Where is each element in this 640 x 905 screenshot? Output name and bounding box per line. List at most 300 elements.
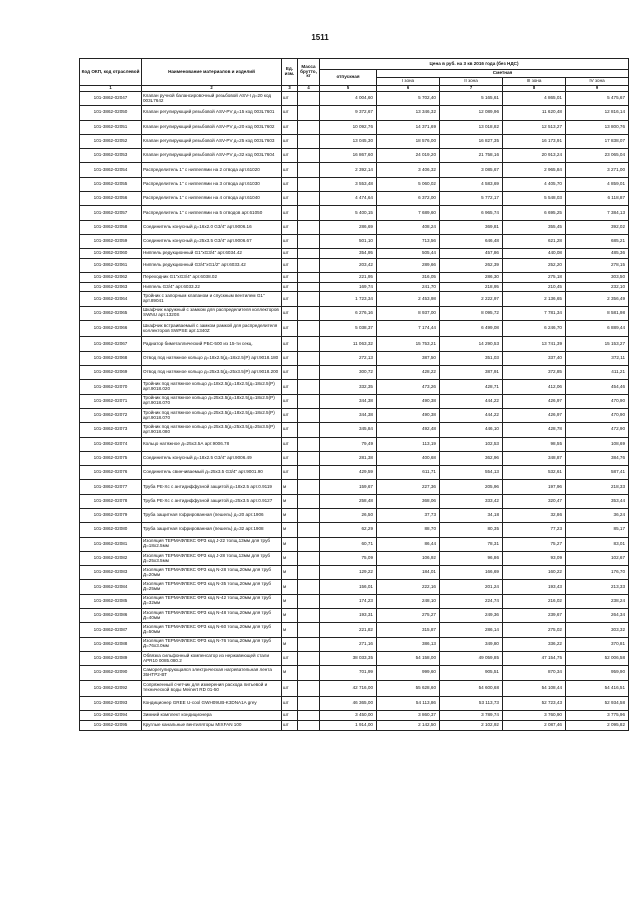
row-price-zone-3: 20 913,24 <box>503 149 566 163</box>
table-row <box>80 320 629 337</box>
table-row <box>80 351 629 365</box>
table-row <box>80 680 629 697</box>
row-price-zone-1: 289,66 <box>377 258 440 272</box>
row-price-zone-4: 470,90 <box>566 408 629 422</box>
row-price-zone-4: 7 384,13 <box>566 206 629 220</box>
row-price-zone-4: 411,21 <box>566 366 629 380</box>
row-release-price: 221,82 <box>320 623 377 637</box>
col-number: 3 <box>282 86 298 92</box>
row-unit: шт <box>282 206 298 220</box>
row-price-zone-1: 275,27 <box>377 609 440 623</box>
row-price-zone-3: 210,45 <box>503 282 566 292</box>
row-release-price: 79,49 <box>320 437 377 451</box>
table-row <box>80 637 629 651</box>
row-price-zone-2: 554,13 <box>440 466 503 480</box>
row-code: 101-3862-02052 <box>80 134 142 148</box>
table-row <box>80 697 629 711</box>
row-mass <box>298 566 320 580</box>
table-row <box>80 609 629 623</box>
row-price-zone-2: 286,30 <box>440 273 503 283</box>
row-mass <box>298 711 320 721</box>
row-unit: м <box>282 580 298 594</box>
row-price-zone-1: 505,44 <box>377 249 440 259</box>
row-price-zone-4: 13 800,76 <box>566 120 629 134</box>
row-price-zone-4: 5 475,67 <box>566 92 629 106</box>
row-price-zone-3: 77,23 <box>503 523 566 537</box>
table-row <box>80 306 629 320</box>
row-price-zone-2: 201,24 <box>440 580 503 594</box>
row-unit: шт <box>282 220 298 234</box>
row-price-zone-3: 47 154,75 <box>503 651 566 665</box>
row-release-price: 6 276,16 <box>320 306 377 320</box>
row-unit: шт <box>282 249 298 259</box>
row-price-zone-1: 999,60 <box>377 666 440 680</box>
row-release-price: 701,99 <box>320 666 377 680</box>
row-price-zone-4: 384,76 <box>566 451 629 465</box>
row-release-price: 62,29 <box>320 523 377 537</box>
row-mass <box>298 423 320 437</box>
row-price-zone-1: 368,06 <box>377 494 440 508</box>
row-price-zone-4: 2 356,49 <box>566 292 629 306</box>
col-number: 6 <box>377 86 440 92</box>
row-price-zone-4: 15 153,27 <box>566 337 629 351</box>
row-price-zone-1: 13 346,32 <box>377 106 440 120</box>
table-row <box>80 566 629 580</box>
row-code: 101-3862-02095 <box>80 720 142 730</box>
row-price-zone-3: 13 741,39 <box>503 337 566 351</box>
row-unit: м <box>282 666 298 680</box>
table-row <box>80 423 629 437</box>
table-header <box>80 59 629 92</box>
row-price-zone-4: 3 775,96 <box>566 711 629 721</box>
row-price-zone-4: 85,17 <box>566 523 629 537</box>
row-unit: шт <box>282 394 298 408</box>
page-number: 1511 <box>311 33 329 42</box>
row-name: Изоляция ТЕРМАФЛЕКС ФРЗ код N-76 толщ.20мм для труб Д=76х3.0мм <box>142 637 282 651</box>
row-price-zone-2: 286,14 <box>440 623 503 637</box>
row-unit: шт <box>282 437 298 451</box>
row-price-zone-2: 166,69 <box>440 566 503 580</box>
row-mass <box>298 466 320 480</box>
row-price-zone-2: 369,81 <box>440 220 503 234</box>
table-row <box>80 580 629 594</box>
row-unit: шт <box>282 680 298 697</box>
row-mass <box>298 220 320 234</box>
row-name: Ниппель редукционный G1"хG3/4" арт.6034.42 <box>142 249 282 259</box>
row-release-price: 203,42 <box>320 258 377 272</box>
row-name: Клапан регулирующий резьбовой ASV-PV д=32 код 003L7604 <box>142 149 282 163</box>
row-price-zone-4: 83,01 <box>566 537 629 551</box>
table-body <box>80 92 629 731</box>
row-price-zone-2: 224,74 <box>440 594 503 608</box>
row-code: 101-3862-02078 <box>80 494 142 508</box>
row-name: Изоляция ТЕРМАФЛЕКС ФРЗ код N-42 толщ.20мм для труб Д=32мм <box>142 594 282 608</box>
row-price-zone-3: 2 136,65 <box>503 292 566 306</box>
row-price-zone-4: 3 271,00 <box>566 163 629 177</box>
row-price-zone-3: 2 965,84 <box>503 163 566 177</box>
row-price-zone-4: 353,44 <box>566 494 629 508</box>
row-release-price: 156,01 <box>320 580 377 594</box>
row-name: Зимний комплект кондиционера <box>142 711 282 721</box>
row-price-zone-3: 160,22 <box>503 566 566 580</box>
row-unit: шт <box>282 651 298 665</box>
header-zone-4: IV зона <box>566 78 629 86</box>
row-name: Отвод под натяжное кольцо д=25х3.5(д=25х3.5(Р) арт.9018.200 <box>142 366 282 380</box>
table-row <box>80 149 629 163</box>
row-name: Радиатор биметаллический РБС-500 из 15-ти секц. <box>142 337 282 351</box>
header-mass: Масса брутто, кг <box>298 59 320 86</box>
row-price-zone-2: 6 965,74 <box>440 206 503 220</box>
row-price-zone-1: 88,70 <box>377 523 440 537</box>
row-release-price: 11 063,32 <box>320 337 377 351</box>
row-mass <box>298 258 320 272</box>
row-price-zone-1: 54 158,00 <box>377 651 440 665</box>
row-price-zone-4: 454,46 <box>566 380 629 394</box>
row-price-zone-1: 55 628,60 <box>377 680 440 697</box>
row-mass <box>298 206 320 220</box>
row-code: 101-3862-02057 <box>80 206 142 220</box>
row-price-zone-1: 387,50 <box>377 351 440 365</box>
row-price-zone-4: 6 889,44 <box>566 320 629 337</box>
row-code: 101-3862-02050 <box>80 106 142 120</box>
row-price-zone-4: 232,10 <box>566 282 629 292</box>
row-price-zone-3: 372,85 <box>503 366 566 380</box>
row-price-zone-2: 54 600,68 <box>440 680 503 697</box>
row-price-zone-1: 37,73 <box>377 509 440 523</box>
row-price-zone-4: 213,33 <box>566 580 629 594</box>
row-price-zone-3: 621,28 <box>503 234 566 248</box>
row-mass <box>298 134 320 148</box>
row-mass <box>298 651 320 665</box>
row-price-zone-3: 5 548,03 <box>503 192 566 206</box>
row-price-zone-1: 18 576,00 <box>377 134 440 148</box>
row-name: Изоляция ТЕРМАФЛЕКС ФРЗ код N-60 толщ.20мм для труб Д=50мм <box>142 623 282 637</box>
row-unit: шт <box>282 466 298 480</box>
row-unit: м <box>282 609 298 623</box>
row-price-zone-1: 3 406,32 <box>377 163 440 177</box>
row-mass <box>298 451 320 465</box>
row-name: Изоляция ТЕРМАФЛЕКС ФРЗ код J-22 толщ.13мм для труб Д=18х2.5мм <box>142 537 282 551</box>
row-code: 101-3862-02075 <box>80 451 142 465</box>
header-zone-1: I зона <box>377 78 440 86</box>
header-code: Код ОКП, код отраслевой <box>80 59 142 86</box>
col-number: 4 <box>298 86 320 92</box>
price-table <box>79 58 629 731</box>
row-price-zone-1: 248,10 <box>377 594 440 608</box>
row-unit: м <box>282 494 298 508</box>
row-name: Тройник с запорным клапаном и спускным вентилем G1" арт.89041 <box>142 292 282 306</box>
row-price-zone-1: 400,68 <box>377 451 440 465</box>
row-price-zone-2: 5 165,61 <box>440 92 503 106</box>
row-price-zone-3: 336,22 <box>503 637 566 651</box>
row-code: 101-3862-02058 <box>80 220 142 234</box>
row-name: Обвязка сильфонный компенсатор из нержавеющей стали APR10 0085.080.2 <box>142 651 282 665</box>
row-code: 101-3862-02066 <box>80 320 142 337</box>
row-release-price: 2 392,14 <box>320 163 377 177</box>
row-unit: шт <box>282 177 298 191</box>
row-price-zone-3: 16 173,91 <box>503 134 566 148</box>
row-release-price: 344,38 <box>320 408 377 422</box>
row-mass <box>298 697 320 711</box>
row-price-zone-3: 98,55 <box>503 437 566 451</box>
row-mass <box>298 282 320 292</box>
row-code: 101-3862-02080 <box>80 523 142 537</box>
table-row <box>80 220 629 234</box>
table-row <box>80 258 629 272</box>
row-name: Изоляция ТЕРМАФЛЕКС ФРЗ код J-28 толщ.13мм для труб Д=25х3.5мм <box>142 551 282 565</box>
row-name: Соединитель конусный д=18х2.5 G3/4" арт.9006.49 <box>142 451 282 465</box>
row-price-zone-4: 102,67 <box>566 551 629 565</box>
row-price-zone-1: 386,13 <box>377 637 440 651</box>
row-code: 101-3862-02089 <box>80 651 142 665</box>
row-code: 101-3862-02085 <box>80 594 142 608</box>
row-price-zone-3: 216,02 <box>503 594 566 608</box>
row-name: Шкафчик встраиваемый с замком рамкой для распределителя коллекторов SWPSE арт.1340Z <box>142 320 282 337</box>
row-price-zone-3: 252,20 <box>503 258 566 272</box>
row-release-price: 3 450,00 <box>320 711 377 721</box>
row-release-price: 42 716,00 <box>320 680 377 697</box>
row-price-zone-1: 86,44 <box>377 537 440 551</box>
row-price-zone-2: 362,96 <box>440 451 503 465</box>
row-name: Труба защитная гофрированная (пешель) д=32 арт.1908 <box>142 523 282 537</box>
table-row <box>80 720 629 730</box>
col-number: 5 <box>320 86 377 92</box>
table-row <box>80 711 629 721</box>
row-price-zone-2: 6 499,08 <box>440 320 503 337</box>
row-name: Круглые канальные вентиляторы MIXFAN 100 <box>142 720 282 730</box>
row-mass <box>298 366 320 380</box>
row-price-zone-4: 176,70 <box>566 566 629 580</box>
row-price-zone-4: 12 816,14 <box>566 106 629 120</box>
row-release-price: 159,67 <box>320 480 377 494</box>
row-name: Клапан ручной балансировочный резьбовой ASV-I д=20 код 003L7642 <box>142 92 282 106</box>
row-release-price: 169,74 <box>320 282 377 292</box>
row-mass <box>298 720 320 730</box>
row-code: 101-3862-02068 <box>80 351 142 365</box>
row-price-zone-3: 870,34 <box>503 666 566 680</box>
row-release-price: 332,35 <box>320 380 377 394</box>
row-price-zone-1: 241,70 <box>377 282 440 292</box>
row-code: 101-3862-02060 <box>80 249 142 259</box>
header-release-price: отпускная <box>320 70 377 86</box>
row-price-zone-2: 349,80 <box>440 637 503 651</box>
row-name: Ниппель редукционный G3/4"хG1/2" арт.6033.42 <box>142 258 282 272</box>
row-price-zone-1: 611,71 <box>377 466 440 480</box>
row-name: Соединитель конусный д=25х3.5 G3/4" арт.9006.67 <box>142 234 282 248</box>
row-unit: шт <box>282 163 298 177</box>
row-price-zone-1: 14 371,69 <box>377 120 440 134</box>
row-price-zone-4: 8 581,98 <box>566 306 629 320</box>
row-price-zone-2: 205,96 <box>440 480 503 494</box>
row-release-price: 1 723,34 <box>320 292 377 306</box>
table-row <box>80 394 629 408</box>
row-price-zone-2: 14 290,53 <box>440 337 503 351</box>
row-unit: шт <box>282 697 298 711</box>
row-unit: м <box>282 480 298 494</box>
table-row <box>80 651 629 665</box>
row-mass <box>298 594 320 608</box>
row-name: Переходник G1"хG3/4" арт.6038.02 <box>142 273 282 283</box>
row-mass <box>298 437 320 451</box>
row-code: 101-3862-02086 <box>80 609 142 623</box>
row-release-price: 9 372,67 <box>320 106 377 120</box>
row-name: Распределитель 1" с ниппелями на 5 отводов арт.61050 <box>142 206 282 220</box>
col-number: 2 <box>142 86 282 92</box>
row-unit: шт <box>282 234 298 248</box>
row-price-zone-2: 3 789,74 <box>440 711 503 721</box>
row-code: 101-3862-02059 <box>80 234 142 248</box>
row-price-zone-4: 685,21 <box>566 234 629 248</box>
row-release-price: 46 365,00 <box>320 697 377 711</box>
row-price-zone-2: 646,48 <box>440 234 503 248</box>
row-code: 101-3862-02076 <box>80 466 142 480</box>
row-price-zone-4: 52 934,58 <box>566 697 629 711</box>
row-release-price: 13 045,30 <box>320 134 377 148</box>
row-code: 101-3862-02082 <box>80 551 142 565</box>
row-price-zone-2: 78,31 <box>440 537 503 551</box>
row-price-zone-3: 193,43 <box>503 580 566 594</box>
row-price-zone-2: 444,22 <box>440 408 503 422</box>
row-release-price: 5 400,15 <box>320 206 377 220</box>
row-unit: шт <box>282 380 298 394</box>
row-price-zone-1: 7 174,44 <box>377 320 440 337</box>
row-price-zone-1: 3 860,37 <box>377 711 440 721</box>
row-release-price: 60,71 <box>320 537 377 551</box>
row-price-zone-2: 21 758,16 <box>440 149 503 163</box>
table-row <box>80 408 629 422</box>
row-price-zone-4: 370,81 <box>566 637 629 651</box>
row-release-price: 281,38 <box>320 451 377 465</box>
row-mass <box>298 509 320 523</box>
header-name: Наименование материалов и изделий <box>142 59 282 86</box>
row-unit: шт <box>282 192 298 206</box>
row-price-zone-1: 492,48 <box>377 423 440 437</box>
row-price-zone-2: 457,86 <box>440 249 503 259</box>
row-mass <box>298 249 320 259</box>
row-release-price: 10 092,76 <box>320 120 377 134</box>
row-code: 101-3862-02092 <box>80 680 142 697</box>
row-name: Труба защитная гофрированная (пешель) д=20 арт.1906 <box>142 509 282 523</box>
row-unit: шт <box>282 120 298 134</box>
row-mass <box>298 163 320 177</box>
row-price-zone-4: 959,90 <box>566 666 629 680</box>
row-price-zone-1: 316,05 <box>377 273 440 283</box>
row-unit: шт <box>282 92 298 106</box>
header-price-title: Цена в руб. на 3 кв 2016 года (без НДС) <box>320 59 629 70</box>
row-price-zone-1: 8 937,00 <box>377 306 440 320</box>
table-row <box>80 120 629 134</box>
row-price-zone-1: 184,01 <box>377 566 440 580</box>
row-price-zone-4: 372,11 <box>566 351 629 365</box>
row-code: 101-3862-02087 <box>80 623 142 637</box>
row-code: 101-3862-02093 <box>80 697 142 711</box>
row-price-zone-3: 7 781,34 <box>503 306 566 320</box>
table-row <box>80 337 629 351</box>
row-price-zone-4: 264,34 <box>566 609 629 623</box>
row-mass <box>298 320 320 337</box>
row-release-price: 4 004,60 <box>320 92 377 106</box>
row-unit: м <box>282 566 298 580</box>
row-price-zone-4: 587,41 <box>566 466 629 480</box>
row-mass <box>298 609 320 623</box>
table-row <box>80 523 629 537</box>
row-mass <box>298 380 320 394</box>
row-price-zone-2: 249,36 <box>440 609 503 623</box>
col-number: 1 <box>80 86 142 92</box>
row-release-price: 429,59 <box>320 466 377 480</box>
row-price-zone-3: 93,09 <box>503 551 566 565</box>
table-row <box>80 234 629 248</box>
row-price-zone-2: 428,71 <box>440 380 503 394</box>
row-mass <box>298 92 320 106</box>
row-mass <box>298 480 320 494</box>
row-price-zone-1: 106,92 <box>377 551 440 565</box>
row-mass <box>298 494 320 508</box>
row-price-zone-2: 102,53 <box>440 437 503 451</box>
row-mass <box>298 523 320 537</box>
row-price-zone-1: 5 702,40 <box>377 92 440 106</box>
table-row <box>80 134 629 148</box>
row-mass <box>298 637 320 651</box>
table-row <box>80 480 629 494</box>
row-release-price: 1 914,00 <box>320 720 377 730</box>
table-row <box>80 551 629 565</box>
row-price-zone-3: 337,40 <box>503 351 566 365</box>
row-unit: шт <box>282 366 298 380</box>
row-code: 101-3862-02055 <box>80 177 142 191</box>
row-name: Распределитель 1" с ниппелями на 3 отвода арт.61030 <box>142 177 282 191</box>
row-unit: м <box>282 623 298 637</box>
row-code: 101-3862-02064 <box>80 292 142 306</box>
row-name: Сопряженный счетчик для измерения расхода питьевой и технической воды Meinert RD 01-50 <box>142 680 282 697</box>
row-price-zone-1: 2 453,98 <box>377 292 440 306</box>
row-price-zone-3: 32,86 <box>503 509 566 523</box>
table-row <box>80 666 629 680</box>
row-code: 101-3862-02067 <box>80 337 142 351</box>
row-price-zone-4: 2 095,82 <box>566 720 629 730</box>
row-mass <box>298 177 320 191</box>
row-name: Изоляция ТЕРМАФЛЕКС ФРЗ код N-48 толщ.20мм для труб Д=40мм <box>142 609 282 623</box>
row-code: 101-3862-02084 <box>80 580 142 594</box>
row-price-zone-1: 5 060,02 <box>377 177 440 191</box>
row-code: 101-3862-02070 <box>80 380 142 394</box>
row-mass <box>298 120 320 134</box>
row-price-zone-4: 36,24 <box>566 509 629 523</box>
table-row <box>80 273 629 283</box>
row-mass <box>298 292 320 306</box>
row-price-zone-2: 96,86 <box>440 551 503 565</box>
row-unit: м <box>282 537 298 551</box>
row-name: Тройник под натяжное кольцо д=25х3.5(д=25х3.5(д=25х3.5(Р) арт.9018.080 <box>142 423 282 437</box>
row-price-zone-2: 905,51 <box>440 666 503 680</box>
row-mass <box>298 680 320 697</box>
row-name: Труба PE-Xc с антидиффузной защитой д=18х2.5 арт.0.9119 <box>142 480 282 494</box>
row-price-zone-1: 24 019,20 <box>377 149 440 163</box>
table-row <box>80 249 629 259</box>
row-price-zone-3: 6 246,70 <box>503 320 566 337</box>
row-unit: м <box>282 637 298 651</box>
row-price-zone-3: 11 620,48 <box>503 106 566 120</box>
row-price-zone-2: 444,22 <box>440 394 503 408</box>
row-name: Соединитель свинчиваемый д=25х3.5 G3/4" арт.9001.90 <box>142 466 282 480</box>
row-release-price: 300,72 <box>320 366 377 380</box>
row-unit: шт <box>282 273 298 283</box>
row-mass <box>298 106 320 120</box>
row-price-zone-4: 4 859,01 <box>566 177 629 191</box>
row-unit: шт <box>282 106 298 120</box>
row-price-zone-3: 426,97 <box>503 394 566 408</box>
row-code: 101-3862-02077 <box>80 480 142 494</box>
